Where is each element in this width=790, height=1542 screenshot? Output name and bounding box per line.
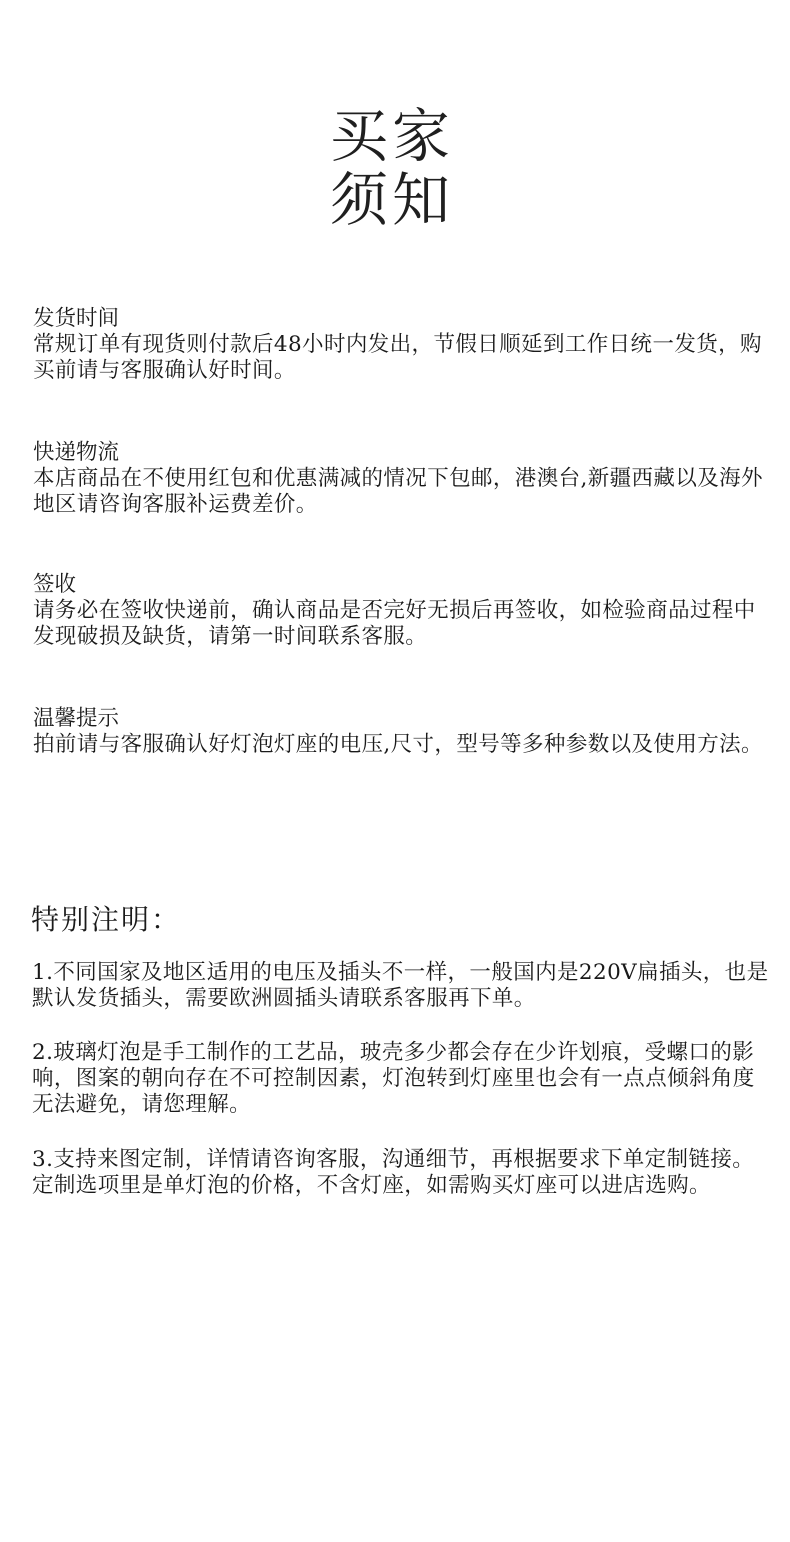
- section-receipt: [33, 572, 768, 650]
- section-express-logistics: [33, 440, 768, 518]
- page-title-line-2: 须知: [330, 166, 455, 234]
- section-heading: 签收: [33, 572, 77, 597]
- special-note-3: 3.支持来图定制，详情请咨询客服，沟通细节，再根据要求下单定制链接。定制选项里是单灯泡的价格，不含灯座，如需购买灯座可以进店选购。: [32, 1147, 755, 1198]
- section-kind-reminder: [33, 706, 768, 758]
- section-heading: 快递物流: [33, 440, 120, 465]
- section-heading: 发货时间: [33, 306, 120, 331]
- special-note-1: 1.不同国家及地区适用的电压及插头不一样，一般国内是220V扁插头，也是默认发货插头，需要欧洲圆插头请联系客服再下单。: [32, 960, 769, 1011]
- section-body: 拍前请与客服确认好灯泡灯座的电压,尺寸，型号等多种参数以及使用方法。: [33, 732, 763, 757]
- page-title-line-1: 买家: [330, 102, 455, 170]
- special-notes-title: 特别注明：: [31, 903, 182, 936]
- section-body: 请务必在签收快递前，确认商品是否完好无损后再签收，如检验商品过程中发现破损及缺货，请第一时间联系客服。: [33, 598, 756, 649]
- section-body: 常规订单有现货则付款后48小时内发出，节假日顺延到工作日统一发货，购买前请与客服确认好时间。: [33, 332, 762, 383]
- section-heading: 温馨提示: [33, 706, 120, 731]
- section-body: 本店商品在不使用红包和优惠满减的情况下包邮，港澳台,新疆西藏以及海外地区请咨询客服补运费差价。: [33, 466, 763, 517]
- special-note-2: 2.玻璃灯泡是手工制作的工艺品，玻壳多少都会存在少许划痕，受螺口的影响，图案的朝向存在不可控制因素，灯泡转到灯座里也会有一点点倾斜角度无法避免，请您理解。: [32, 1040, 755, 1117]
- section-shipping-time: [33, 306, 768, 384]
- page-title: [330, 104, 470, 232]
